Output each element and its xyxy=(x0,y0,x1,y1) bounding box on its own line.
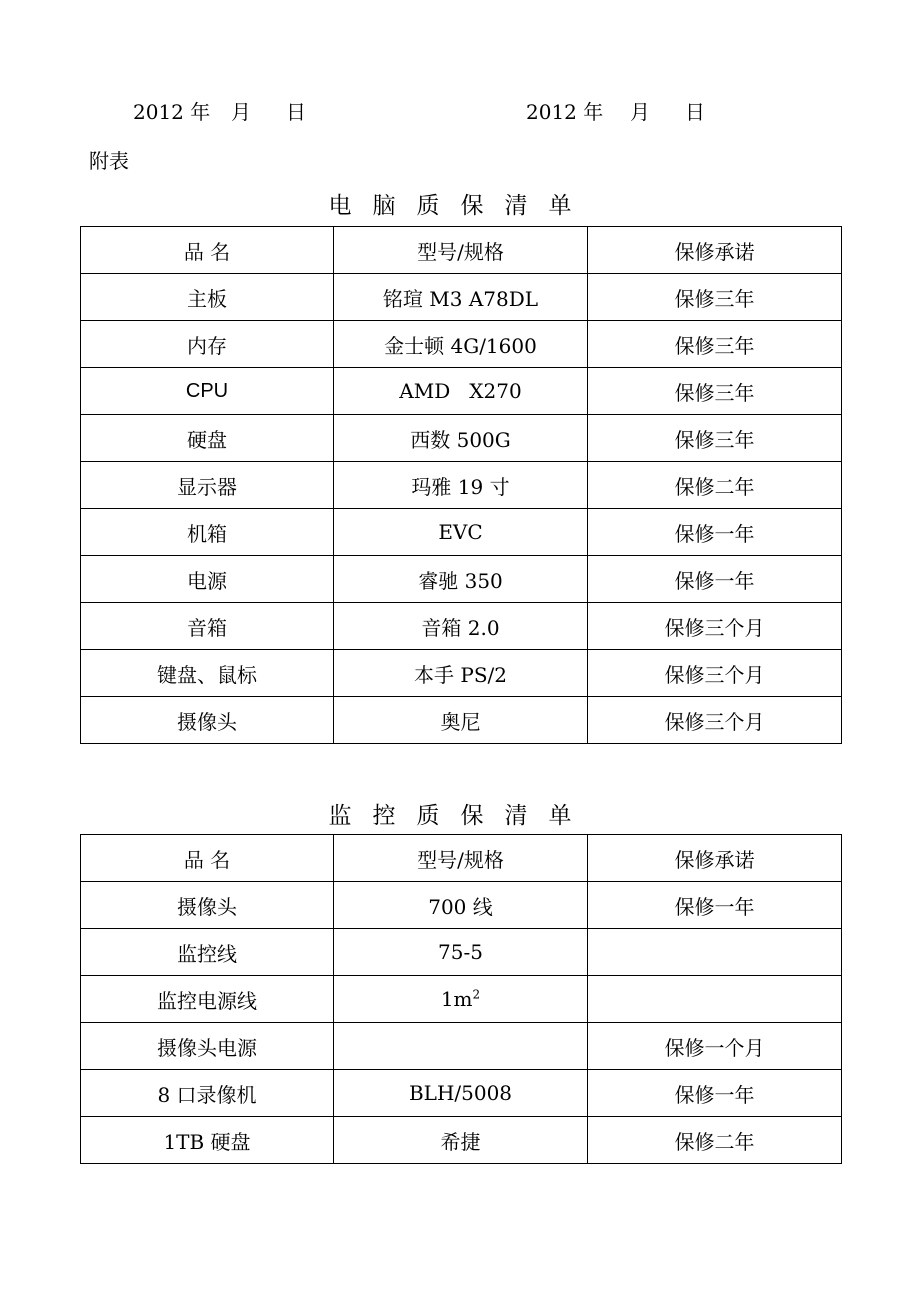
cell-warranty: 保修三个月 xyxy=(588,650,842,697)
table-row xyxy=(81,556,842,603)
cell-product: 摄像头 xyxy=(81,882,334,929)
cell-product: 显示器 xyxy=(81,462,334,509)
cell-product: 监控线 xyxy=(81,929,334,976)
cell-model: BLH/5008 xyxy=(334,1070,588,1117)
cell-product: 摄像头电源 xyxy=(81,1023,334,1070)
date-right-year: 2012 年 xyxy=(526,100,604,124)
date-right-day: 日 xyxy=(685,100,705,124)
cell-model: 睿驰 350 xyxy=(334,556,588,603)
cell-warranty: 保修三年 xyxy=(588,415,842,462)
cell-model: 700 线 xyxy=(334,882,588,929)
cell-product: 主板 xyxy=(81,274,334,321)
table-row xyxy=(81,509,842,556)
cell-product: 电源 xyxy=(81,556,334,603)
computer-table-title: 电脑质保清单 xyxy=(328,193,593,219)
header-product-name: 品 名 xyxy=(81,227,334,274)
date-right xyxy=(526,96,705,125)
cell-product: 摄像头 xyxy=(81,697,334,744)
cell-model: 音箱 2.0 xyxy=(334,603,588,650)
cell-model: 本手 PS/2 xyxy=(334,650,588,697)
cell-warranty: 保修一年 xyxy=(588,509,842,556)
table-row xyxy=(81,368,842,415)
cell-warranty: 保修三年 xyxy=(588,368,842,415)
date-left xyxy=(133,96,306,125)
cell-warranty: 保修一年 xyxy=(588,556,842,603)
cell-warranty xyxy=(588,929,842,976)
cell-model: 希捷 xyxy=(334,1117,588,1164)
table-row xyxy=(81,321,842,368)
cell-warranty: 保修二年 xyxy=(588,1117,842,1164)
table-row xyxy=(81,462,842,509)
date-left-month: 月 xyxy=(231,100,251,124)
table-row xyxy=(81,1023,842,1070)
cell-model: 铭瑄 M3 A78DL xyxy=(334,274,588,321)
computer-warranty-table xyxy=(80,226,842,744)
cell-product: CPU xyxy=(81,368,334,415)
cell-product: 音箱 xyxy=(81,603,334,650)
date-left-day: 日 xyxy=(286,100,306,124)
cell-product: 硬盘 xyxy=(81,415,334,462)
monitor-table-title: 监控质保清单 xyxy=(328,803,593,829)
cell-product: 监控电源线 xyxy=(81,976,334,1023)
table-row xyxy=(81,650,842,697)
cell-model: 奥尼 xyxy=(334,697,588,744)
monitor-warranty-table xyxy=(80,834,842,1164)
table-row xyxy=(81,697,842,744)
header-warranty: 保修承诺 xyxy=(588,835,842,882)
cell-model xyxy=(334,976,588,1023)
date-right-month: 月 xyxy=(630,100,650,124)
cell-product: 内存 xyxy=(81,321,334,368)
table-row xyxy=(81,882,842,929)
signature-date-line xyxy=(0,96,920,126)
cell-model xyxy=(334,1023,588,1070)
header-model-spec: 型号/规格 xyxy=(334,835,588,882)
cell-warranty: 保修一个月 xyxy=(588,1023,842,1070)
superscript-exponent: 2 xyxy=(472,987,481,1002)
cell-model: 金士顿 4G/1600 xyxy=(334,321,588,368)
table-row xyxy=(81,1070,842,1117)
cell-product: 1TB 硬盘 xyxy=(81,1117,334,1164)
table-row xyxy=(81,415,842,462)
cell-warranty: 保修三个月 xyxy=(588,603,842,650)
table-row xyxy=(81,274,842,321)
header-warranty: 保修承诺 xyxy=(588,227,842,274)
appendix-label: 附表 xyxy=(89,149,129,173)
table-row xyxy=(81,976,842,1023)
header-product-name: 品 名 xyxy=(81,835,334,882)
cell-warranty xyxy=(588,976,842,1023)
table-row xyxy=(81,1117,842,1164)
cell-warranty: 保修一年 xyxy=(588,1070,842,1117)
cell-warranty: 保修三个月 xyxy=(588,697,842,744)
cell-warranty: 保修三年 xyxy=(588,274,842,321)
table-row xyxy=(81,603,842,650)
cell-warranty: 保修二年 xyxy=(588,462,842,509)
table-header-row xyxy=(81,227,842,274)
cell-product: 8 口录像机 xyxy=(81,1070,334,1117)
date-left-year: 2012 年 xyxy=(133,100,211,124)
cell-model: EVC xyxy=(334,509,588,556)
table-row xyxy=(81,929,842,976)
cell-model: 玛雅 19 寸 xyxy=(334,462,588,509)
cell-model-value: 1m xyxy=(440,987,473,1011)
cell-warranty: 保修一年 xyxy=(588,882,842,929)
table-header-row xyxy=(81,835,842,882)
cell-product: 键盘、鼠标 xyxy=(81,650,334,697)
cell-model: 75-5 xyxy=(334,929,588,976)
cell-model: AMD X270 xyxy=(334,368,588,415)
cell-product: 机箱 xyxy=(81,509,334,556)
cell-model: 西数 500G xyxy=(334,415,588,462)
header-model-spec: 型号/规格 xyxy=(334,227,588,274)
cell-warranty: 保修三年 xyxy=(588,321,842,368)
